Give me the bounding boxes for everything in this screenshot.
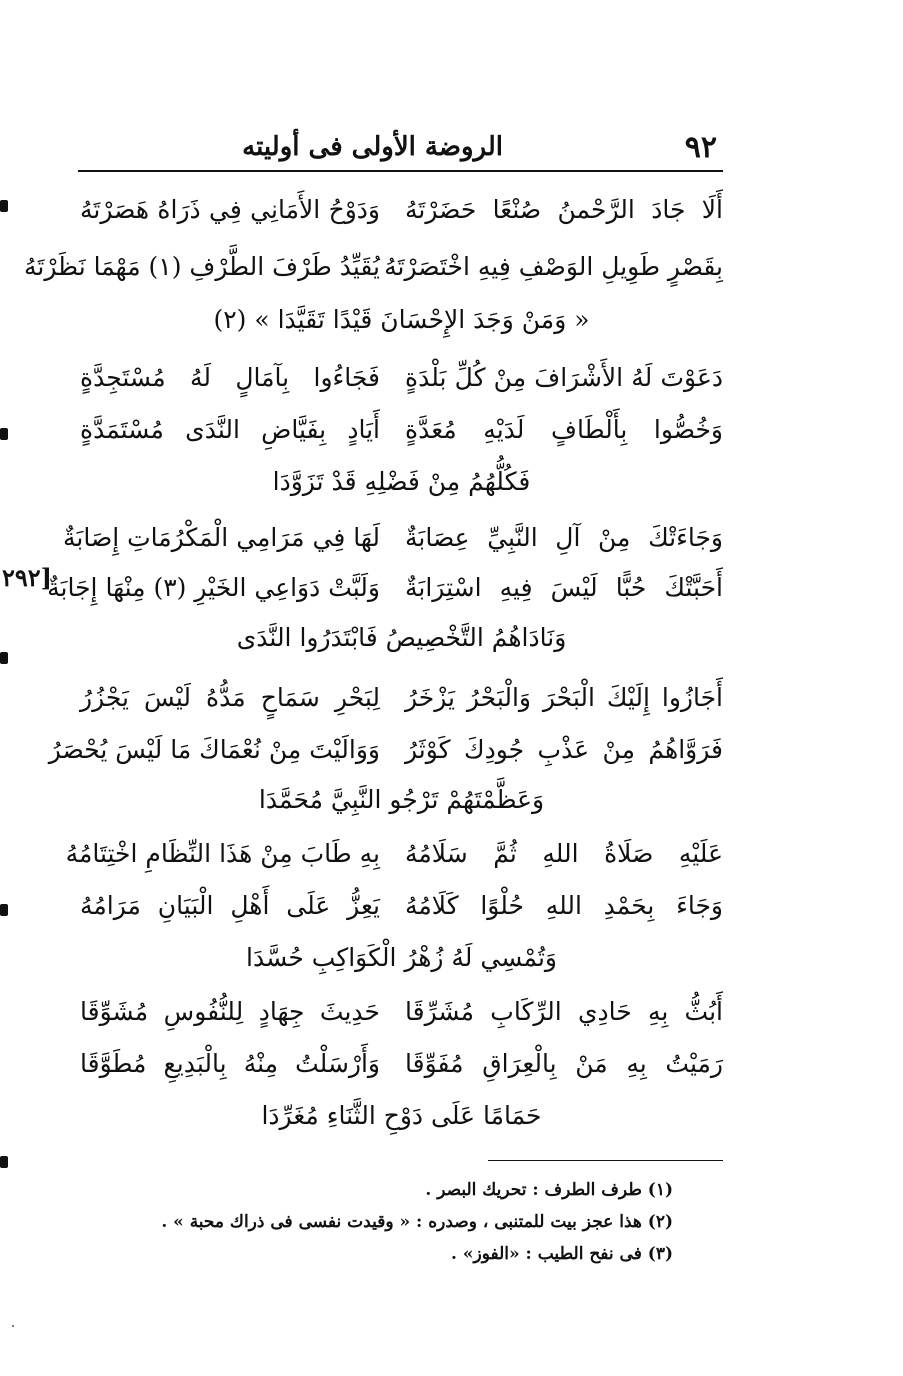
verse-second-hemistich: لِبَحْرِ سَمَاحٍ مَدُّهُ لَيْسَ يَجْزُرُ: [80, 683, 380, 712]
margin-mark: [0, 904, 8, 916]
margin-mark: [0, 428, 8, 440]
verse-first-hemistich: وَخُصُّوا بِأَلْطَافٍ لَدَيْهِ مُعَدَّةٍ: [405, 415, 723, 444]
page-header: [80, 130, 723, 166]
verse-second-hemistich: وَدَوْحُ الأَمَانِي فِي ذَرَاهُ هَصَرْتَهُ: [80, 195, 380, 224]
margin-mark: [0, 652, 8, 664]
footnote: (١) طرف الطرف : تحريك البصر .: [425, 1180, 673, 1200]
verse-second-hemistich: حَدِيثَ جِهَادٍ لِلنُّفُوسِ مُشَوِّقَا: [80, 997, 380, 1026]
verse-first-hemistich: فَرَوَّاهُمُ مِنْ عَذْبِ جُودِكَ كَوْثَرُ: [405, 735, 723, 764]
verse-line: [80, 884, 723, 928]
verse-line: [47, 566, 723, 610]
verse-first-hemistich: دَعَوْتَ لَهُ الأَشْرَافَ مِنْ كُلِّ بَلْدَةٍ: [405, 363, 723, 392]
verse-line: [80, 1042, 723, 1086]
verse-first-hemistich: وَجَاءَتْكَ مِنْ آلِ النَّبِيِّ عِصَابَةٌ: [405, 523, 723, 552]
verse-second-hemistich: وَأَرْسَلْتُ مِنْهُ بِالْبَدِيعِ مُطَوَّقَا: [80, 1049, 380, 1078]
verse-refrain: وَنَادَاهُمُ التَّخْصِيصُ فَابْتَدَرُوا النَّدَى: [236, 623, 567, 652]
running-title: الروضة الأولى فى أوليته: [242, 132, 503, 162]
verse-first-hemistich: أَجَازُوا إِلَيْكَ الْبَحْرَ وَالْبَحْرُ يَزْخَرُ: [405, 683, 723, 712]
verse-line: [80, 936, 723, 980]
verse-first-hemistich: عَلَيْهِ صَلَاةُ اللهِ ثُمَّ سَلَامُهُ: [405, 839, 723, 868]
verse-second-hemistich: وَوَالَيْتَ مِنْ نُعْمَاكَ مَا لَيْسَ يُحْصَرُ: [48, 735, 380, 764]
verse-refrain: وَعَظَّمْتَهُمْ تَرْجُو النَّبِيَّ مُحَمَّدَا: [258, 785, 545, 814]
header-rule: [78, 170, 723, 172]
verse-first-hemistich: بِقَصْرٍ طَوِيلِ الوَصْفِ فِيهِ اخْتَصَرْتَهُ: [384, 252, 723, 281]
verse-line: [80, 616, 723, 660]
verse-second-hemistich: يَعِزُّ عَلَى أَهْلِ الْبَيَانِ مَرَامُهُ: [80, 891, 380, 920]
verse-line: [80, 778, 723, 822]
verse-line: [80, 1094, 723, 1138]
footnote: (٣) فى نفح الطيب : «الفوز» .: [451, 1244, 673, 1264]
verse-refrain: « وَمَنْ وَجَدَ الإِحْسَانَ قَيْدًا تَقَيَّدَا » (٢): [213, 305, 590, 334]
verse-first-hemistich: أَبُثُّ بِهِ حَادِي الرِّكَابِ مُشَرِّقَا: [405, 997, 723, 1026]
verse-line: [65, 832, 723, 876]
footnote: (٢) هذا عجز بيت للمتنبى ، وصدره : « وقيدت نفسى فى ذراك محبة » .: [161, 1212, 673, 1232]
verse-line: [80, 188, 723, 232]
verse-second-hemistich: بِهِ طَابَ مِنْ هَذَا النِّظَامِ اخْتِتَامُهُ: [65, 839, 380, 868]
verse-line: [80, 356, 723, 400]
verse-refrain: حَمَامًا عَلَى دَوْحِ الثَّنَاءِ مُغَرِّدَا: [261, 1101, 542, 1130]
verse-line: [24, 245, 723, 289]
verse-second-hemistich: وَلَبَّتْ دَوَاعِي الخَيْرِ (٣) مِنْهَا إِجَابَةٌ: [47, 573, 380, 602]
verse-line: [80, 676, 723, 720]
footnote-rule: [488, 1160, 723, 1161]
verse-first-hemistich: رَمَيْتُ بِهِ مَنْ بِالْعِرَاقِ مُفَوِّقَا: [405, 1049, 723, 1078]
verse-refrain: وَتُمْسِي لَهُ زُهْرُ الْكَوَاكِبِ حُسَّدَا: [246, 943, 557, 972]
verse-first-hemistich: وَجَاءَ بِحَمْدِ اللهِ حُلْوًا كَلَامُهُ: [405, 891, 723, 920]
verse-second-hemistich: يُقَيِّدُ طَرْفَ الطَّرْفِ (١) مَهْمَا نَظَرْتَهُ: [24, 252, 380, 281]
margin-mark: [0, 200, 8, 212]
verse-second-hemistich: لَهَا فِي مَرَامِي الْمَكْرُمَاتِ إِصَابَةٌ: [62, 523, 380, 552]
verse-refrain: فَكُلُّهُمُ مِنْ فَضْلِهِ قَدْ تَزَوَّدَا: [272, 467, 531, 496]
verse-line: [80, 990, 723, 1034]
margin-mark: [0, 1156, 8, 1168]
verse-second-hemistich: فَجَاءُوا بِآمَالٍ لَهُ مُسْتَجِدَّةٍ: [80, 363, 380, 392]
verse-first-hemistich: أَلَا جَادَ الرَّحْمنُ صُنْعًا حَضَرْتَهُ: [405, 195, 723, 224]
margin-page-reference: [٢٩٢: [2, 563, 53, 592]
scan-speck: [12, 1325, 14, 1327]
verse-first-hemistich: أَحَبَّتْكَ حُبًّا لَيْسَ فِيهِ اسْتِرَابَةٌ: [405, 573, 723, 602]
verse-second-hemistich: أَيَادٍ بِفَيَّاضِ النَّدَى مُسْتَمَدَّةٍ: [80, 415, 380, 444]
verse-line: [80, 460, 723, 504]
verse-line: [62, 516, 723, 560]
verse-line: [80, 298, 723, 342]
page-number: ٩٢: [684, 130, 717, 165]
verse-line: [80, 408, 723, 452]
verse-line: [48, 728, 723, 772]
